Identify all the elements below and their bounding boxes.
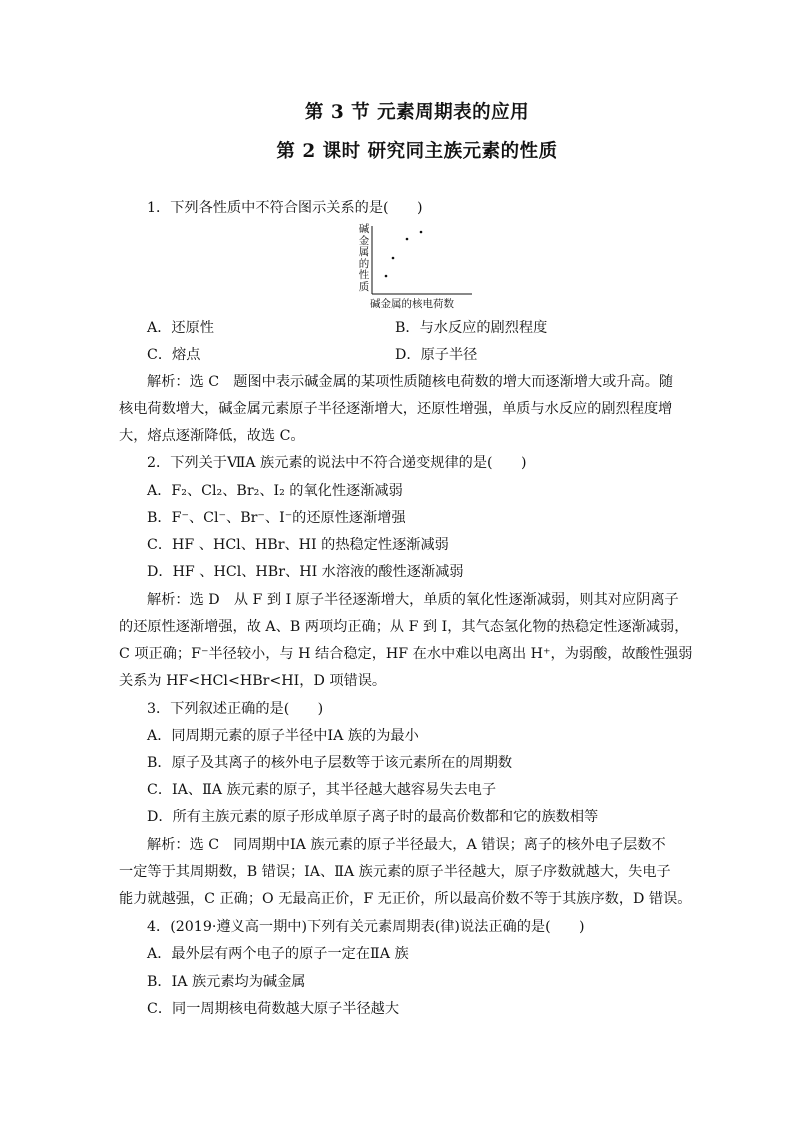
question-2-explanation-line: 关系为 HF<HCl<HBr<HI，D 项错误。 [119, 673, 387, 689]
question-3-option-c: C．ⅠA、ⅡA 族元素的原子，其半径越大越容易失去电子 [147, 782, 497, 798]
question-3-option-a: A．同周期元素的原子半径中ⅠA 族的为最小 [147, 728, 419, 744]
question-2-option-d: D．HF 、HCl、HBr、HI 水溶液的酸性逐渐减弱 [147, 564, 464, 580]
question-2-explanation-line: 的还原性逐渐增强，故 A、B 两项均正确；从 F 到 I，其气态氢化物的热稳定性逐渐减弱， [119, 619, 689, 635]
section-title: 第 3 节 元素周期表的应用 [304, 102, 530, 123]
lesson-title: 第 2 课时 研究同主族元素的性质 [276, 141, 558, 162]
question-3-explanation-line: 解析：选 C 同周期中ⅠA 族元素的原子半径最大，A 错误；离子的核外电子层数不 [147, 837, 666, 853]
question-4-option-c: C．同一周期核电荷数越大原子半径越大 [147, 1001, 400, 1017]
question-4-option-b: B．ⅠA 族元素均为碱金属 [147, 974, 306, 990]
question-2-explanation-line: C 项正确；F⁻半径较小，与 H 结合稳定，HF 在水中难以电离出 H⁺，为弱酸，故酸性强弱 [119, 646, 693, 662]
figure-y-label: 碱金属的性质 [358, 223, 370, 293]
question-4-option-a: A．最外层有两个电子的原子一定在ⅡA 族 [147, 946, 409, 962]
question-1-stem: 1．下列各性质中不符合图示关系的是( ) [147, 200, 423, 216]
data-point [420, 231, 423, 234]
question-2-option-b: B．F⁻、Cl⁻、Br⁻、I⁻的还原性逐渐增强 [147, 510, 406, 526]
question-2-option-a: A．F₂、Cl₂、Br₂、I₂ 的氧化性逐渐减弱 [147, 483, 403, 499]
question-4-stem: 4．(2019·遵义高一期中)下列有关元素周期表(律)说法正确的是( ) [147, 919, 585, 935]
question-1-explanation-line: 核电荷数增大，碱金属元素原子半径逐渐增大，还原性增强，单质与水反应的剧烈程度增 [119, 401, 673, 417]
question-2-stem: 2．下列关于ⅦA 族元素的说法中不符合递变规律的是( ) [147, 455, 527, 471]
question-1-explanation-line: 大，熔点逐渐降低，故选 C。 [119, 428, 305, 444]
question-1-option-b: B．与水反应的剧烈程度 [395, 320, 548, 336]
question-3-explanation-line: 能力就越强，C 正确；O 无最高正价，F 无正价，所以最高价数不等于其族序数，D 错误。 [119, 891, 692, 907]
data-point [406, 238, 409, 241]
question-1-explanation-line: 解析：选 C 题图中表示碱金属的某项性质随核电荷数的增大而逐渐增大或升高。随 [147, 374, 674, 390]
question-1-option-d: D．原子半径 [395, 347, 478, 363]
question-3-explanation-line: 一定等于其周期数，B 错误；ⅠA、ⅡA 族元素的原子半径越大，原子序数就越大，失电子 [119, 864, 671, 880]
data-point [392, 257, 395, 260]
question-1-option-a: A．还原性 [147, 320, 214, 336]
data-point [385, 275, 388, 278]
question-3-option-d: D．所有主族元素的原子形成单原子离子时的最高价数都和它的族数相等 [147, 809, 599, 825]
question-3-stem: 3．下列叙述正确的是( ) [147, 701, 324, 717]
question-2-option-c: C．HF 、HCl、HBr、HI 的热稳定性逐渐减弱 [147, 537, 449, 553]
question-1-option-c: C．熔点 [147, 347, 201, 363]
question-3-option-b: B．原子及其离子的核外电子层数等于该元素所在的周期数 [147, 755, 513, 771]
question-2-explanation-line: 解析：选 D 从 F 到 I 原子半径逐渐增大，单质的氧化性逐渐减弱，则其对应阴离子 [147, 592, 679, 608]
figure-x-label: 碱金属的核电荷数 [370, 298, 454, 310]
